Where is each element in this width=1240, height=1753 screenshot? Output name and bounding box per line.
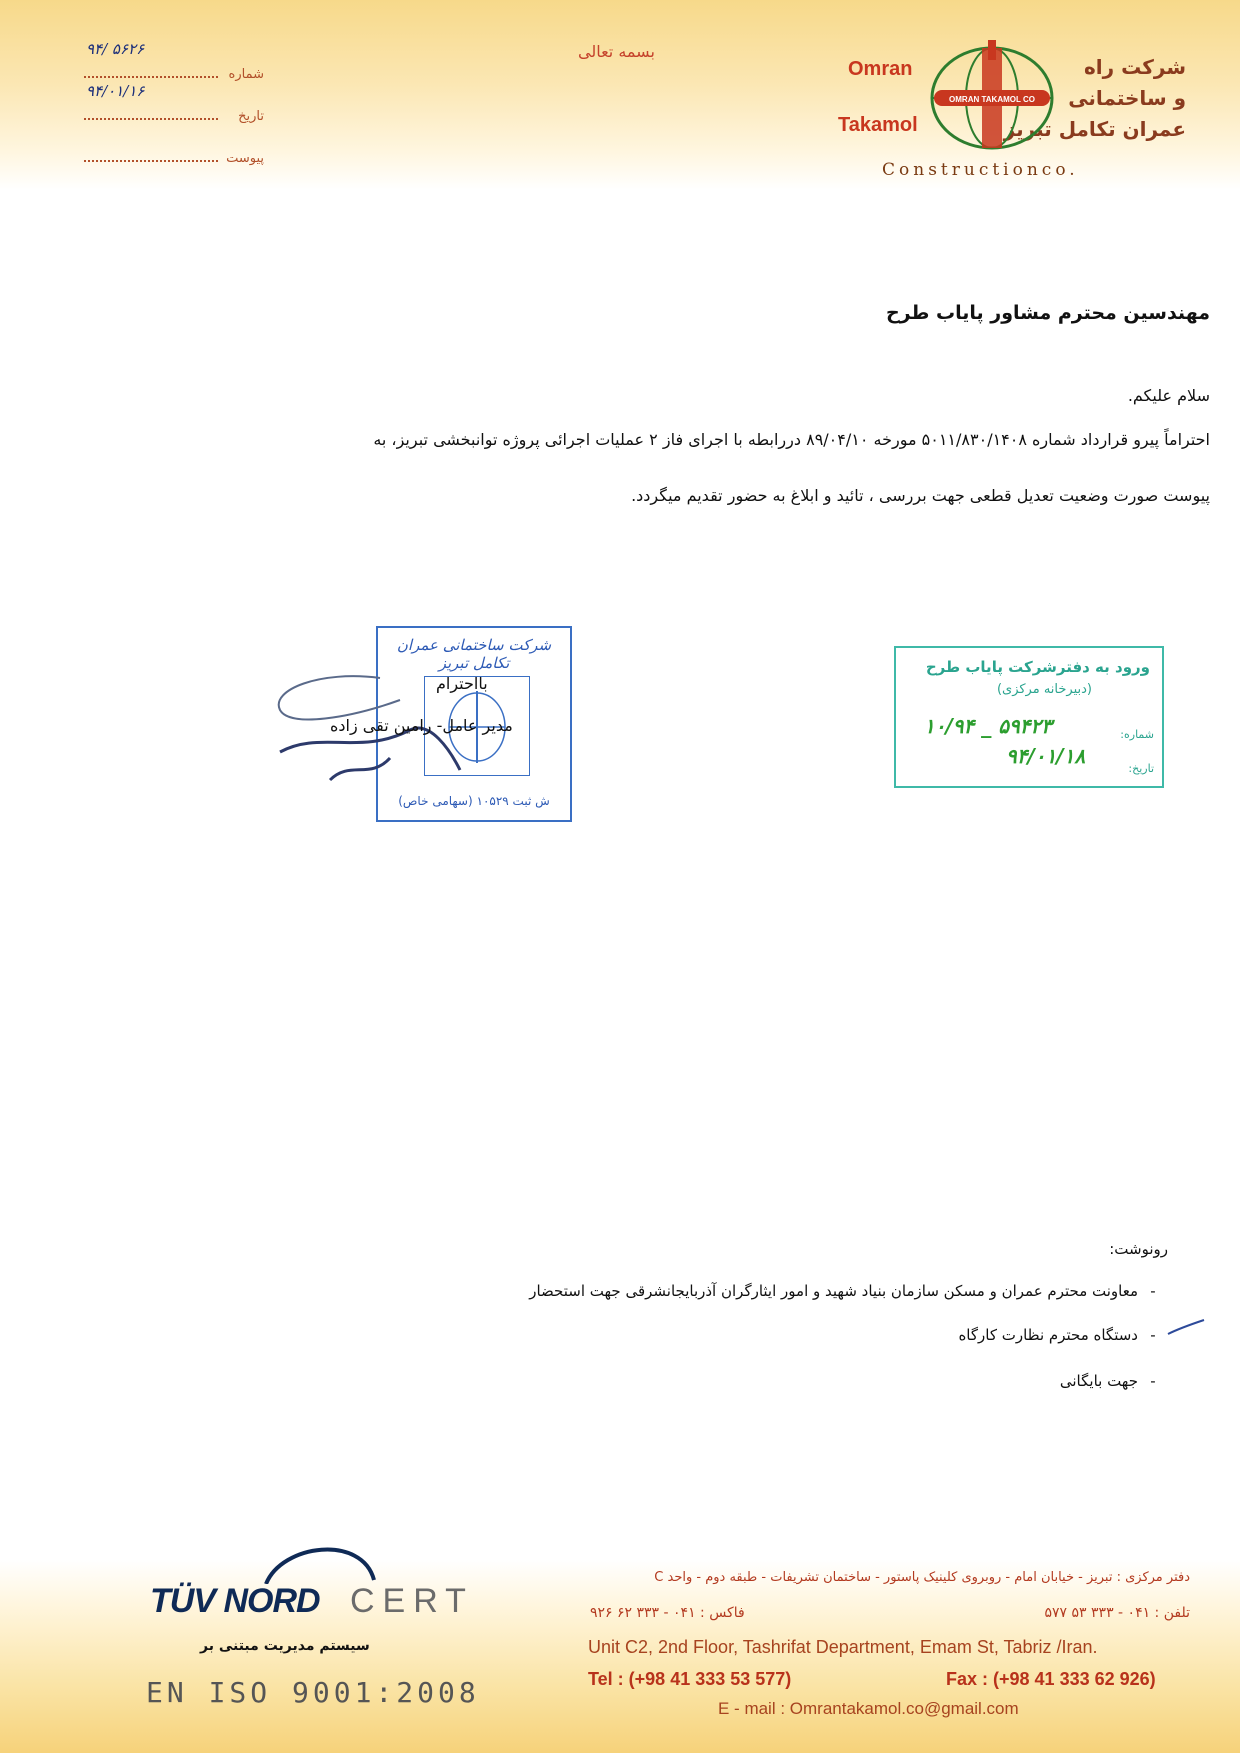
fax-en: Fax : (+98 41 333 62 926) <box>946 1669 1156 1689</box>
cc-title: رونوشت: <box>1109 1240 1168 1258</box>
received-stamp-title: ورود به دفترشرکت پایاب طرح <box>925 658 1150 676</box>
received-number-value: ۱۰/۹۴ _ ۵۹۴۲۳ <box>924 714 1052 738</box>
tuv-nord-logo <box>150 1540 490 1630</box>
fax-fa: فاکس : ۰۴۱ - ۳۳۳ ۶۲ ۹۲۶ <box>590 1605 745 1621</box>
stamp-registration: (سهامی خاص) ش ثبت ۱۰۵۲۹ <box>398 794 550 808</box>
company-logo-icon <box>930 40 1060 152</box>
attachment-field <box>84 136 264 166</box>
attachment-label: پیوست <box>226 151 264 166</box>
attachment-dotted-line <box>84 160 218 162</box>
address-en: Unit C2, 2nd Floor, Tashrifat Department, Emam St, Tabriz /Iran. <box>588 1637 1098 1657</box>
cc-item <box>1060 1372 1168 1390</box>
tuv-management-text: سیستم مدیریت مبتنی بر <box>200 1638 370 1654</box>
company-name-en-omran: Omran <box>848 58 913 80</box>
salutation: سلام علیکم. <box>1127 386 1210 405</box>
address-fa: دفتر مرکزی : تبریز - خیابان امام - روبروی کلینیک پاستور - ساختمان تشریفات - طبقه دوم - واحد C <box>654 1570 1190 1585</box>
number-field <box>84 40 264 82</box>
date-field <box>84 82 264 124</box>
company-name-en-takamol: Takamol <box>838 114 918 136</box>
body-line-1: احتراماً پیرو قرارداد شماره ۵۰۱۱/۸۳۰/۱۴۰۸ مورخه ۸۹/۰۴/۱۰ دررابطه با اجرای فاز ۲ عملیات اجرائی پروژه توانبخشی تبریز، به <box>373 430 1210 449</box>
company-name-fa-line: عمران تکامل تبریز <box>1003 117 1186 141</box>
cc-dash: - <box>1150 1282 1156 1300</box>
number-label: شماره <box>228 67 264 82</box>
cc-item-text: دستگاه محترم نظارت کارگاه <box>958 1326 1138 1344</box>
iso-standard: EN ISO 9001:2008 <box>146 1676 480 1709</box>
received-date-label: تاریخ: <box>1128 762 1154 775</box>
number-value: ۹۴/ ۵۶۲۶ <box>86 40 145 58</box>
logo-ribbon-text: OMRAN TAKAMOL CO <box>949 95 1035 104</box>
company-name-fa-line: و ساختمانی <box>1068 86 1186 110</box>
cc-item <box>958 1326 1168 1344</box>
cc-item <box>529 1282 1168 1300</box>
closing-text: بااحترام <box>436 674 488 693</box>
received-number-label: شماره: <box>1120 728 1154 741</box>
tuv-arc-icon <box>262 1540 382 1584</box>
tuv-nord-text: TÜV NORD <box>150 1582 320 1620</box>
company-name-fa-line: شرکت راه <box>1083 55 1186 79</box>
number-dotted-line <box>84 76 218 78</box>
received-date-value: ۹۴/۰۱/۱۸ <box>1006 744 1086 768</box>
cc-item-text: معاونت محترم عمران و مسکن سازمان بنیاد شهید و امور ایثارگران آذربایجانشرقی جهت استحضار <box>529 1282 1138 1300</box>
telephone-en: Tel : (+98 41 333 53 577) <box>588 1669 792 1689</box>
cc-dash: - <box>1150 1326 1156 1344</box>
received-stamp-subtitle: (دبیرخانه مرکزی) <box>996 682 1092 697</box>
stamp-company-name: شرکت ساختمانی عمران تکامل تبریز <box>396 636 552 672</box>
cc-item-text: جهت بایگانی <box>1059 1372 1138 1390</box>
date-value: ۹۴/۰۱/۱۶ <box>86 82 145 100</box>
checkmark-icon <box>1166 1318 1206 1340</box>
cc-dash: - <box>1150 1372 1156 1390</box>
construction-co-text: Constructionco. <box>882 160 1079 180</box>
recipient: مهندسین محترم مشاور پایاب طرح <box>885 302 1210 324</box>
signer-name: مدیر عامل- رامین تقی زاده <box>330 716 513 735</box>
telephone-fa: تلفن : ۰۴۱ - ۳۳۳ ۵۳ ۵۷۷ <box>1044 1605 1190 1621</box>
body-line-2: پیوست صورت وضعیت تعدیل قطعی جهت بررسی ، تائید و ابلاغ به حضور تقدیم میگردد. <box>631 486 1210 505</box>
tuv-cert-text: CERT <box>350 1582 474 1620</box>
received-stamp <box>894 646 1164 788</box>
date-dotted-line <box>84 118 218 120</box>
email-link[interactable]: E - mail : Omrantakamol.co@gmail.com <box>718 1699 1019 1718</box>
basmala: بسمه تعالی <box>578 42 655 61</box>
date-label: تاریخ <box>238 109 264 124</box>
